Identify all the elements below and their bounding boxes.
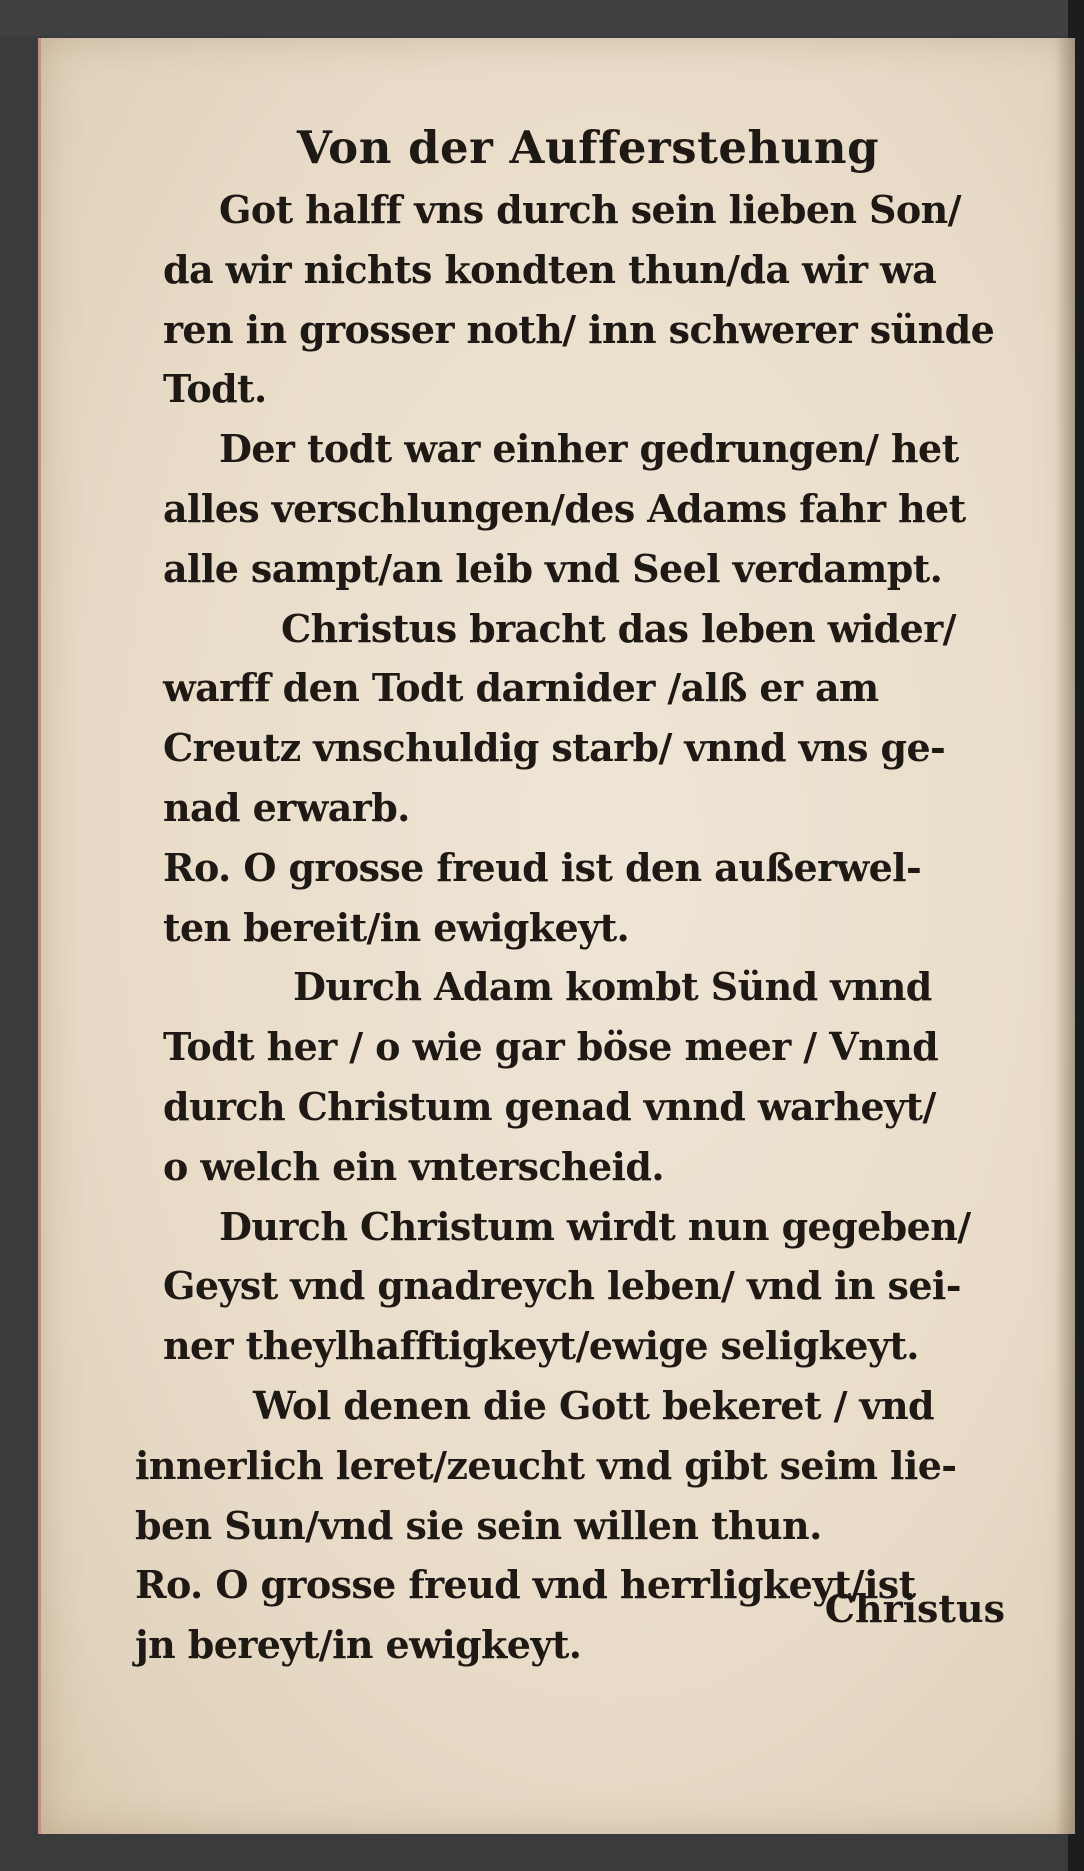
text-line: durch Christum genad vnnd warheyt/ <box>163 1083 936 1129</box>
text-line: Durch Adam kombt Sünd vnnd <box>293 964 932 1010</box>
text-line: warff den Todt darnider /alß er am <box>163 665 879 711</box>
text-line: alles verschlungen/des Adams fahr het <box>163 485 966 531</box>
text-line: Wol denen die Gott bekeret / vnd <box>253 1382 934 1428</box>
text-line: jn bereyt/in ewigkeyt. <box>135 1622 582 1668</box>
text-line: Todt her / o wie gar böse meer / Vnnd <box>163 1024 939 1070</box>
scanner-frame-top <box>0 0 1084 36</box>
text-line: Durch Christum wirdt nun gegeben/ <box>219 1203 971 1249</box>
text-line: Got halff vns durch sein lieben Son/ <box>219 187 961 232</box>
text-line: ten bereit/in ewigkeyt. <box>163 904 630 950</box>
page-text-block <box>135 116 1043 1675</box>
catchword: Christus <box>824 1586 1005 1631</box>
text-line: innerlich leret/zeucht vnd gibt seim lie- <box>135 1442 957 1488</box>
text-line: Geyst vnd gnadreych leben/ vnd in sei- <box>163 1263 961 1309</box>
text-line: o welch ein vnterscheid. <box>163 1143 664 1189</box>
running-head: Von der Aufferstehung <box>296 121 880 174</box>
refrain-line: Ro. O grosse freud vnd herrligkeyt/ist <box>135 1562 916 1608</box>
text-line: Christus bracht das leben wider/ <box>281 605 956 651</box>
book-page <box>38 38 1075 1834</box>
text-line: ren in grosser noth/ inn schwerer sünde <box>163 306 995 352</box>
text-line: nad erwarb. <box>163 784 410 830</box>
text-line: ner theylhafftigkeyt/ewige seligkeyt. <box>163 1323 919 1369</box>
text-line: Creutz vnschuldig starb/ vnnd vns ge- <box>163 725 946 771</box>
text-line: da wir nichts kondten thun/da wir wa <box>163 246 937 292</box>
refrain-line: Ro. O grosse freud ist den außerwel- <box>163 844 922 890</box>
text-line: ben Sun/vnd sie sein willen thun. <box>135 1502 822 1548</box>
text-line: Todt. <box>163 366 267 412</box>
page-gutter-shadow <box>1055 38 1075 1834</box>
text-line: alle sampt/an leib vnd Seel verdampt. <box>163 545 943 591</box>
text-line: Der todt war einher gedrungen/ het <box>219 426 959 472</box>
